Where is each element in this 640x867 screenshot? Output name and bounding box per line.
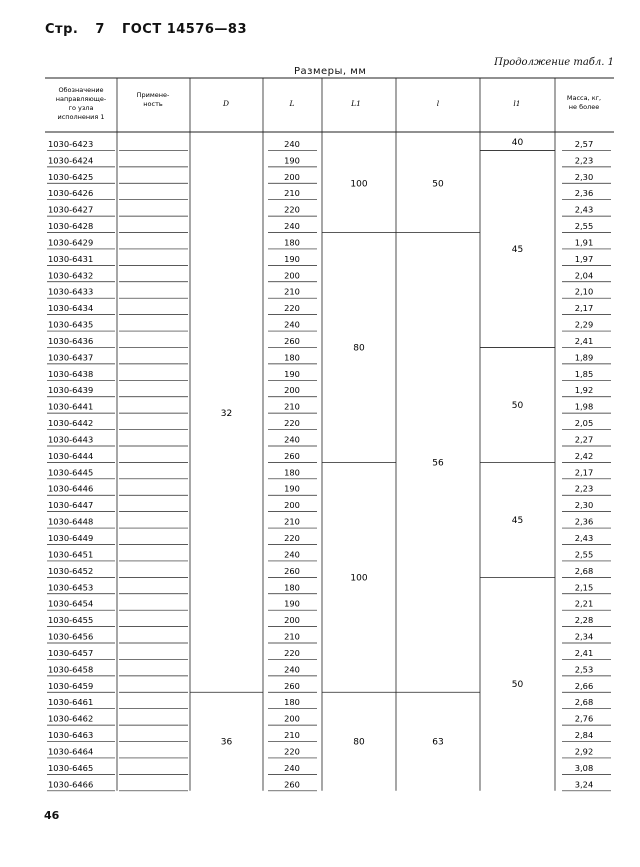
L-cell: 220 bbox=[284, 418, 300, 429]
mass-cell: 1,92 bbox=[574, 385, 594, 396]
L-cell: 180 bbox=[284, 237, 300, 248]
designation-cell: 1030-6431 bbox=[48, 253, 94, 264]
L-cell: 260 bbox=[284, 565, 300, 576]
designation-cell: 1030-6452 bbox=[48, 565, 94, 576]
header-designation-line: исполнения 1 bbox=[57, 113, 105, 121]
L-cell: 260 bbox=[284, 335, 300, 346]
mass-cell: 2,17 bbox=[574, 467, 594, 478]
mass-cell: 2,30 bbox=[574, 500, 594, 511]
L-cell: 240 bbox=[284, 549, 300, 560]
L-cell: 240 bbox=[284, 664, 300, 675]
L-cell: 240 bbox=[284, 221, 300, 232]
designation-cell: 1030-6423 bbox=[48, 138, 94, 149]
mass-cell: 2,43 bbox=[574, 533, 594, 543]
l1-value: 45 bbox=[511, 515, 524, 526]
mass-cell: 2,57 bbox=[574, 138, 594, 149]
designation-cell: 1030-6462 bbox=[48, 713, 94, 724]
designation-cell: 1030-6466 bbox=[48, 779, 94, 790]
designation-cell: 1030-6436 bbox=[48, 335, 94, 346]
designation-cell: 1030-6439 bbox=[48, 385, 94, 396]
L-cell: 220 bbox=[284, 533, 300, 543]
designation-cell: 1030-6438 bbox=[48, 368, 94, 379]
L-cell: 240 bbox=[284, 138, 300, 149]
mass-cell: 1,85 bbox=[574, 368, 594, 379]
standard-code: ГОСТ 14576—83 bbox=[121, 22, 248, 37]
header-l1: l1 bbox=[513, 99, 521, 108]
designation-cell: 1030-6453 bbox=[48, 582, 94, 593]
mass-cell: 2,66 bbox=[574, 680, 594, 691]
designation-cell: 1030-6445 bbox=[48, 467, 94, 478]
header-mass-line: не более bbox=[568, 103, 600, 111]
L-cell: 210 bbox=[284, 631, 300, 642]
l1-value: 50 bbox=[511, 680, 524, 691]
L1-value: 80 bbox=[353, 737, 365, 748]
L-cell: 190 bbox=[284, 598, 300, 609]
page-number-header: 7 bbox=[95, 22, 105, 37]
mass-cell: 2,30 bbox=[574, 171, 594, 182]
designation-cell: 1030-6448 bbox=[48, 516, 94, 527]
L-cell: 240 bbox=[284, 762, 300, 773]
L-cell: 180 bbox=[284, 352, 300, 363]
header-L: L bbox=[289, 99, 295, 108]
L-cell: 210 bbox=[284, 730, 300, 741]
designation-cell: 1030-6459 bbox=[48, 680, 94, 691]
mass-cell: 1,97 bbox=[574, 253, 594, 264]
L-cell: 190 bbox=[284, 155, 300, 166]
L-cell: 210 bbox=[284, 188, 300, 199]
L-cell: 180 bbox=[284, 697, 300, 708]
L-cell: 210 bbox=[284, 516, 300, 527]
mass-cell: 2,36 bbox=[574, 188, 594, 199]
L-cell: 190 bbox=[284, 253, 300, 264]
header-designation-line: направляюще- bbox=[55, 95, 107, 103]
mass-cell: 2,92 bbox=[574, 746, 594, 757]
mass-cell: 2,04 bbox=[574, 270, 594, 281]
mass-cell: 2,43 bbox=[574, 204, 594, 215]
L-cell: 190 bbox=[284, 368, 300, 379]
L-cell: 240 bbox=[284, 319, 300, 330]
mass-cell: 2,27 bbox=[574, 434, 594, 445]
header-l: l bbox=[436, 99, 440, 108]
mass-cell: 2,68 bbox=[574, 565, 594, 576]
mass-cell: 2,10 bbox=[574, 286, 594, 297]
header-L1: L1 bbox=[351, 99, 361, 108]
l1-value: 40 bbox=[511, 138, 524, 149]
mass-cell: 2,76 bbox=[574, 713, 594, 724]
designation-cell: 1030-6427 bbox=[48, 204, 94, 215]
L-cell: 200 bbox=[284, 500, 300, 511]
designation-cell: 1030-6435 bbox=[48, 319, 94, 330]
header-D: D bbox=[222, 99, 230, 108]
L-cell: 210 bbox=[284, 286, 300, 297]
designation-cell: 1030-6446 bbox=[48, 483, 94, 494]
L-cell: 240 bbox=[284, 434, 300, 445]
mass-cell: 1,91 bbox=[574, 237, 594, 248]
l-value: 56 bbox=[432, 458, 444, 469]
designation-cell: 1030-6465 bbox=[48, 762, 94, 773]
l-value: 50 bbox=[432, 179, 444, 190]
designation-cell: 1030-6464 bbox=[48, 746, 94, 757]
L-cell: 200 bbox=[284, 713, 300, 724]
designation-cell: 1030-6429 bbox=[48, 237, 94, 248]
header-application-line: ность bbox=[143, 100, 163, 108]
L-cell: 260 bbox=[284, 680, 300, 691]
designation-cell: 1030-6449 bbox=[48, 533, 94, 543]
designation-cell: 1030-6447 bbox=[48, 500, 94, 511]
L-cell: 220 bbox=[284, 303, 300, 314]
designation-cell: 1030-6433 bbox=[48, 286, 94, 297]
mass-cell: 2,29 bbox=[574, 319, 594, 330]
mass-cell: 2,55 bbox=[574, 549, 594, 560]
designation-cell: 1030-6443 bbox=[48, 434, 94, 445]
L-cell: 180 bbox=[284, 467, 300, 478]
mass-cell: 3,24 bbox=[574, 779, 594, 790]
mass-cell: 2,23 bbox=[574, 155, 594, 166]
page-number: 46 bbox=[44, 809, 60, 822]
designation-cell: 1030-6434 bbox=[48, 303, 94, 314]
L-cell: 260 bbox=[284, 779, 300, 790]
L-cell: 180 bbox=[284, 582, 300, 593]
D-value: 36 bbox=[220, 737, 233, 748]
L-cell: 200 bbox=[284, 385, 300, 396]
designation-cell: 1030-6437 bbox=[48, 352, 94, 363]
page-label: Стр. bbox=[45, 22, 79, 37]
designation-cell: 1030-6451 bbox=[48, 549, 94, 560]
designation-cell: 1030-6428 bbox=[48, 221, 94, 232]
table-continuation-note: Продолжение табл. 1 bbox=[494, 57, 614, 68]
L-cell: 260 bbox=[284, 450, 300, 461]
designation-cell: 1030-6425 bbox=[48, 171, 94, 182]
mass-cell: 2,53 bbox=[574, 664, 594, 675]
mass-cell: 2,41 bbox=[574, 647, 594, 658]
l1-value: 45 bbox=[511, 244, 524, 255]
header-application-line: Примене- bbox=[136, 91, 170, 99]
designation-cell: 1030-6457 bbox=[48, 647, 94, 658]
mass-cell: 2,36 bbox=[574, 516, 594, 527]
designation-cell: 1030-6442 bbox=[48, 418, 94, 429]
L1-value: 80 bbox=[353, 343, 365, 354]
mass-cell: 2,34 bbox=[574, 631, 594, 642]
header-designation-line: Обозначение bbox=[58, 86, 104, 94]
designation-cell: 1030-6456 bbox=[48, 631, 94, 642]
header-designation-line: го узла bbox=[68, 104, 94, 112]
L-cell: 210 bbox=[284, 401, 300, 412]
mass-cell: 2,68 bbox=[574, 697, 594, 708]
designation-cell: 1030-6455 bbox=[48, 615, 94, 626]
mass-cell: 2,21 bbox=[574, 598, 594, 609]
designation-cell: 1030-6454 bbox=[48, 598, 94, 609]
mass-cell: 2,23 bbox=[574, 483, 594, 494]
mass-cell: 2,84 bbox=[574, 730, 594, 741]
D-value: 32 bbox=[220, 409, 233, 420]
mass-cell: 1,98 bbox=[574, 401, 594, 412]
designation-cell: 1030-6424 bbox=[48, 155, 94, 166]
L-cell: 220 bbox=[284, 746, 300, 757]
designation-cell: 1030-6444 bbox=[48, 450, 94, 461]
designation-cell: 1030-6426 bbox=[48, 188, 94, 199]
mass-cell: 2,17 bbox=[574, 303, 594, 314]
L1-value: 100 bbox=[350, 179, 368, 190]
l-value: 63 bbox=[432, 737, 444, 748]
designation-cell: 1030-6458 bbox=[48, 664, 94, 675]
designation-cell: 1030-6432 bbox=[48, 270, 94, 281]
mass-cell: 2,41 bbox=[574, 335, 594, 346]
units-caption: Размеры, мм bbox=[294, 66, 367, 77]
mass-cell: 2,15 bbox=[574, 582, 594, 593]
mass-cell: 2,28 bbox=[574, 615, 594, 626]
mass-cell: 2,42 bbox=[574, 450, 594, 461]
L-cell: 200 bbox=[284, 171, 300, 182]
L-cell: 190 bbox=[284, 483, 300, 494]
L-cell: 220 bbox=[284, 647, 300, 658]
header-mass-line: Масса, кг, bbox=[566, 94, 602, 102]
mass-cell: 2,05 bbox=[574, 418, 594, 429]
L-cell: 220 bbox=[284, 204, 300, 215]
mass-cell: 3,08 bbox=[574, 762, 594, 773]
mass-cell: 1,89 bbox=[574, 352, 594, 363]
l1-value: 50 bbox=[511, 400, 524, 411]
designation-cell: 1030-6441 bbox=[48, 401, 94, 412]
L1-value: 100 bbox=[350, 573, 368, 584]
mass-cell: 2,55 bbox=[574, 221, 594, 232]
L-cell: 200 bbox=[284, 270, 300, 281]
designation-cell: 1030-6463 bbox=[48, 730, 94, 741]
L-cell: 200 bbox=[284, 615, 300, 626]
designation-cell: 1030-6461 bbox=[48, 697, 94, 708]
